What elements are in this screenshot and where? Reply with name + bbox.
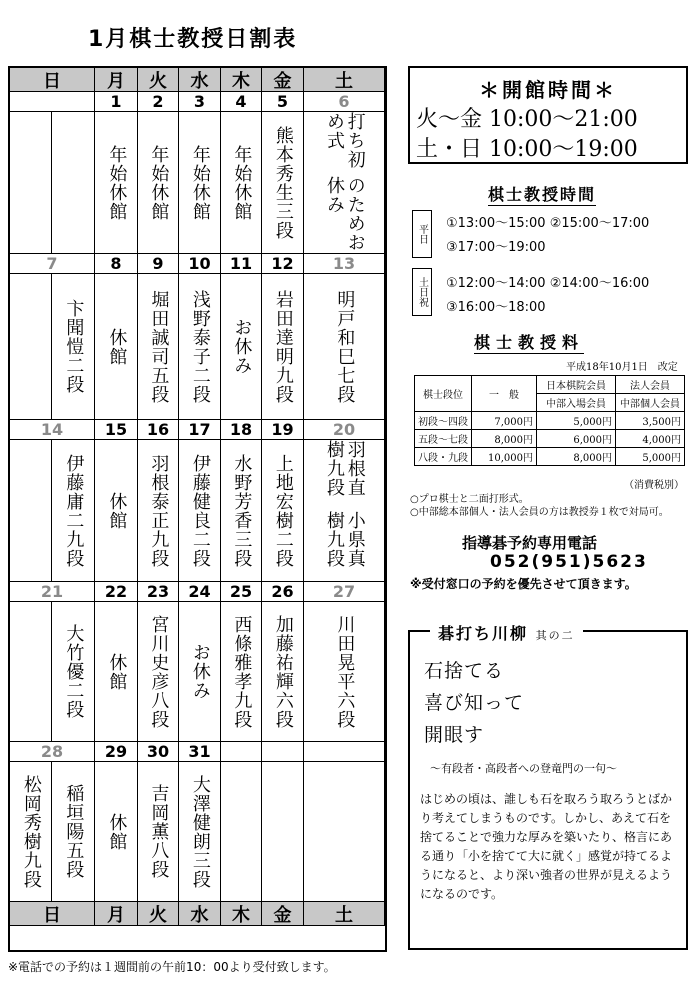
fee-title: 棋士教授料 xyxy=(474,330,584,354)
date-number: 20 xyxy=(332,420,356,439)
date-cell xyxy=(304,742,385,762)
teacher-name: 年始休館 xyxy=(106,144,128,221)
day-label: 水 xyxy=(190,904,209,926)
fee-general: 8,000円 xyxy=(472,430,537,448)
fee-rank: 初段～四段 xyxy=(415,412,472,430)
opening-hours-box xyxy=(408,66,688,164)
date-cell xyxy=(262,254,304,274)
date-number: 28 xyxy=(40,742,64,761)
date-cell xyxy=(138,420,179,440)
date-number: 24 xyxy=(188,582,211,601)
fee-h-nihon: 日本棋院会員 xyxy=(537,376,616,394)
date-cell xyxy=(179,582,221,602)
schedule-cell xyxy=(179,762,221,902)
day-label: 土 xyxy=(335,904,353,926)
senryu-title xyxy=(430,621,583,644)
date-cell xyxy=(304,254,385,274)
date-number: 3 xyxy=(193,92,206,111)
teacher-name: 浅野泰子二段 xyxy=(189,289,211,404)
day-label: 土 xyxy=(335,70,353,92)
date-cell xyxy=(262,92,304,112)
date-number: 21 xyxy=(40,582,64,601)
day-label: 木 xyxy=(232,70,250,92)
day-header xyxy=(221,68,262,92)
date-cell xyxy=(179,92,221,112)
schedule-cell xyxy=(304,602,385,742)
date-cell xyxy=(95,582,138,602)
fee-nihon: 8,000円 xyxy=(537,448,616,466)
teacher-name: 稲垣陽五段 xyxy=(63,784,85,879)
schedule-cell xyxy=(95,440,138,582)
schedule-cell xyxy=(52,602,95,742)
day-header xyxy=(262,68,304,92)
schedule-cell xyxy=(52,274,95,420)
date-cell xyxy=(95,742,138,762)
date-cell xyxy=(138,254,179,274)
date-cell xyxy=(179,254,221,274)
schedule-cell xyxy=(10,762,52,902)
date-number: 25 xyxy=(229,582,253,601)
hours-weekday: 火～金 10:00～21:00 xyxy=(416,107,638,132)
teacher-name: 大澤健朗三段 xyxy=(189,774,211,889)
senryu-body: はじめの頃は、誰しも石を取ろう取ろうとばかり考えてしまうものです。しかし、あえて石を捨てることで強力な厚みを築いたり、格言にある通り「小を捨てて大に就く」感覚が持てるようになると、より深い強者の世界が見えるようになるのです。 xyxy=(420,792,673,901)
teacher-name: 加藤祐輝六段 xyxy=(272,614,294,729)
fee-table xyxy=(414,375,685,466)
teacher-name: 休館 xyxy=(106,491,128,530)
schedule-calendar xyxy=(8,66,387,952)
fee-h-chubu-indiv: 中部個人会員 xyxy=(616,394,685,412)
day-header xyxy=(179,68,221,92)
schedule-cell xyxy=(95,602,138,742)
reservation-footnote: ※電話での予約は１週間前の午前10：00より受付致します。 xyxy=(8,960,336,974)
date-number: 12 xyxy=(271,254,294,273)
heijitsu-line2: ③17:00～19:00 xyxy=(446,240,546,255)
donichi-line1: ①12:00～14:00 ②14:00～16:00 xyxy=(446,276,650,291)
day-label: 日 xyxy=(43,904,61,926)
fee-corp: 4,000円 xyxy=(616,430,685,448)
date-cell xyxy=(221,742,262,762)
phone-note: ※受付窓口の予約を優先させて頂きます。 xyxy=(410,577,637,591)
schedule-cell xyxy=(95,274,138,420)
schedule-cell xyxy=(262,602,304,742)
date-number: 14 xyxy=(40,420,64,439)
schedule-cell xyxy=(304,274,385,420)
day-header xyxy=(10,902,95,926)
teacher-name: 西條雅孝九段 xyxy=(231,614,253,729)
schedule-cell xyxy=(52,440,95,582)
date-number: 18 xyxy=(229,420,253,439)
fee-h-chubu-entry: 中部入場会員 xyxy=(537,394,616,412)
date-cell xyxy=(10,582,95,602)
schedule-cell xyxy=(262,762,304,902)
date-cell xyxy=(10,254,95,274)
fee-row xyxy=(415,430,685,448)
teacher-name: のためお休み xyxy=(324,176,366,253)
date-number: 22 xyxy=(104,582,128,601)
date-cell xyxy=(95,420,138,440)
day-header xyxy=(95,902,138,926)
date-number: 26 xyxy=(271,582,294,601)
schedule-cell xyxy=(10,112,52,254)
schedule-cell xyxy=(304,440,385,582)
schedule-cell xyxy=(138,440,179,582)
schedule-cell xyxy=(221,112,262,254)
date-number: 11 xyxy=(229,254,253,273)
date-number: 2 xyxy=(152,92,164,111)
teacher-name: 休館 xyxy=(106,652,128,691)
date-cell xyxy=(95,92,138,112)
date-number: 27 xyxy=(332,582,356,601)
fee-tax-note: （消費税別） xyxy=(624,480,684,491)
teacher-name: 堀田誠司五段 xyxy=(148,289,170,404)
date-number: 19 xyxy=(271,420,294,439)
fee-nihon: 6,000円 xyxy=(537,430,616,448)
schedule-cell xyxy=(304,762,385,902)
teacher-name: 宮川史彦八段 xyxy=(148,614,170,729)
schedule-cell xyxy=(221,440,262,582)
teacher-name: 羽根直樹九段 xyxy=(324,440,366,497)
day-header xyxy=(221,902,262,926)
day-header xyxy=(262,902,304,926)
date-cell xyxy=(221,92,262,112)
date-number: 8 xyxy=(110,254,122,273)
date-number: 7 xyxy=(46,254,58,273)
schedule-cell xyxy=(10,602,52,742)
poem-line1: 石捨てる xyxy=(424,660,505,682)
date-number: 30 xyxy=(146,742,170,761)
date-cell xyxy=(304,420,385,440)
teacher-name: 卞聞愷二段 xyxy=(63,299,85,394)
donichi-label: 土日祝 xyxy=(412,268,432,316)
date-cell xyxy=(138,742,179,762)
fee-corp: 5,000円 xyxy=(616,448,685,466)
phone-title: 指導碁予約専用電話 xyxy=(462,534,598,552)
fee-h-corp: 法人会員 xyxy=(616,376,685,394)
teacher-name: 休館 xyxy=(106,327,128,366)
teacher-name: 水野芳香三段 xyxy=(231,453,253,568)
date-cell xyxy=(262,582,304,602)
date-cell xyxy=(10,420,95,440)
schedule-cell xyxy=(52,762,95,902)
teacher-name: 明戸和巳七段 xyxy=(334,289,356,404)
fee-nihon: 5,000円 xyxy=(537,412,616,430)
phone-number: 052(951)5623 xyxy=(490,552,648,572)
schedule-cell xyxy=(179,112,221,254)
schedule-cell xyxy=(179,440,221,582)
day-header xyxy=(304,68,385,92)
day-label: 月 xyxy=(107,904,125,926)
day-header xyxy=(95,68,138,92)
fee-rank: 五段～七段 xyxy=(415,430,472,448)
schedule-cell xyxy=(10,274,52,420)
schedule-cell xyxy=(138,762,179,902)
heijitsu-label: 平日 xyxy=(412,210,432,258)
teacher-name: 松岡秀樹九段 xyxy=(20,774,42,889)
teacher-name: 休館 xyxy=(106,812,128,851)
day-header xyxy=(138,68,179,92)
date-cell xyxy=(304,92,385,112)
teacher-name: 熊本秀生三段 xyxy=(272,125,294,240)
date-number: 10 xyxy=(188,254,211,273)
poem-line2: 喜び知って xyxy=(424,692,525,714)
date-cell xyxy=(10,92,95,112)
teacher-name: 上地宏樹二段 xyxy=(272,453,294,568)
day-label: 金 xyxy=(273,70,292,92)
date-number: 17 xyxy=(188,420,211,439)
day-label: 日 xyxy=(43,70,61,92)
teacher-name: 年始休館 xyxy=(148,144,170,221)
day-header xyxy=(179,902,221,926)
day-label: 木 xyxy=(232,904,250,926)
teacher-name: 川田晃平六段 xyxy=(334,614,356,729)
schedule-cell xyxy=(262,112,304,254)
schedule-cell xyxy=(52,112,95,254)
day-label: 水 xyxy=(190,70,209,92)
date-number: 6 xyxy=(338,92,350,111)
date-number: 13 xyxy=(332,254,356,273)
fee-corp: 3,500円 xyxy=(616,412,685,430)
date-number: 4 xyxy=(235,92,247,111)
schedule-cell xyxy=(95,762,138,902)
date-cell xyxy=(10,742,95,762)
schedule-cell xyxy=(10,440,52,582)
teach-time-title: 棋士教授時間 xyxy=(488,182,596,206)
schedule-cell xyxy=(262,440,304,582)
date-number: 16 xyxy=(146,420,170,439)
senryu-title-text: 碁打ち川柳 xyxy=(438,624,529,643)
opening-hours-title: ＊開館時間＊ xyxy=(479,78,617,102)
schedule-cell xyxy=(179,274,221,420)
date-cell xyxy=(221,254,262,274)
teacher-name: 伊藤庸二九段 xyxy=(63,453,85,568)
schedule-cell xyxy=(95,112,138,254)
day-header xyxy=(10,68,95,92)
date-cell xyxy=(304,582,385,602)
fee-h-general: 一 般 xyxy=(472,376,537,412)
day-label: 火 xyxy=(149,70,167,92)
date-number: 5 xyxy=(276,92,289,111)
date-cell xyxy=(179,420,221,440)
donichi-line2: ③16:00～18:00 xyxy=(446,300,546,315)
schedule-cell xyxy=(221,274,262,420)
teacher-name: 年始休館 xyxy=(231,144,253,221)
fee-revised: 平成18年10月1日 改定 xyxy=(566,362,678,373)
fee-general: 7,000円 xyxy=(472,412,537,430)
heijitsu-line1: ①13:00～15:00 ②15:00～17:00 xyxy=(446,216,650,231)
date-number: 1 xyxy=(110,92,122,111)
date-cell xyxy=(262,742,304,762)
date-cell xyxy=(221,582,262,602)
day-label: 火 xyxy=(149,904,167,926)
date-number: 29 xyxy=(104,742,128,761)
date-cell xyxy=(95,254,138,274)
fee-row xyxy=(415,448,685,466)
poem-line3: 開眼す xyxy=(424,724,485,746)
day-header xyxy=(138,902,179,926)
teacher-name: 小県真樹九段 xyxy=(324,510,366,568)
date-number: 15 xyxy=(104,420,128,439)
teacher-name: 吉岡薫八段 xyxy=(148,784,170,879)
page-title: 1月棋士教授日割表 xyxy=(88,27,298,52)
schedule-cell xyxy=(221,602,262,742)
fee-h-rank: 棋士段位 xyxy=(415,376,472,412)
schedule-cell xyxy=(221,762,262,902)
date-number: 31 xyxy=(188,742,211,761)
day-label: 金 xyxy=(273,904,292,926)
teacher-name: 伊藤健良二段 xyxy=(189,453,211,568)
day-label: 月 xyxy=(107,70,125,92)
fee-note2: ○中部総本部個人・法人会員の方は教授券１枚で対局可。 xyxy=(410,507,669,518)
teacher-name: 羽根泰正九段 xyxy=(148,453,170,568)
fee-row xyxy=(415,412,685,430)
fee-note1: ○プロ棋士と二面打形式。 xyxy=(410,494,529,505)
day-header xyxy=(304,902,385,926)
date-number: 23 xyxy=(146,582,170,601)
date-cell xyxy=(262,420,304,440)
date-cell xyxy=(138,92,179,112)
senryu-part: 其の二 xyxy=(535,629,575,642)
teacher-name: 岩田達明九段 xyxy=(272,289,294,404)
schedule-cell xyxy=(179,602,221,742)
date-number: 9 xyxy=(152,254,164,273)
hours-weekend: 土・日 10:00～19:00 xyxy=(416,137,638,162)
date-cell xyxy=(138,582,179,602)
teacher-name: お休み xyxy=(231,318,253,375)
date-cell xyxy=(179,742,221,762)
teacher-name: お休み xyxy=(189,643,211,700)
date-cell xyxy=(221,420,262,440)
fee-general: 10,000円 xyxy=(472,448,537,466)
schedule-cell xyxy=(262,274,304,420)
fee-rank: 八段・九段 xyxy=(415,448,472,466)
teacher-name: 年始休館 xyxy=(189,144,211,221)
teacher-name: 打ち初め式 xyxy=(324,112,366,169)
schedule-cell xyxy=(138,112,179,254)
schedule-cell xyxy=(138,274,179,420)
schedule-cell xyxy=(138,602,179,742)
schedule-cell xyxy=(304,112,385,254)
senryu-subtitle: ～有段者・高段者への登竜門の一句～ xyxy=(430,762,617,775)
teacher-name: 大竹優二段 xyxy=(63,624,85,719)
